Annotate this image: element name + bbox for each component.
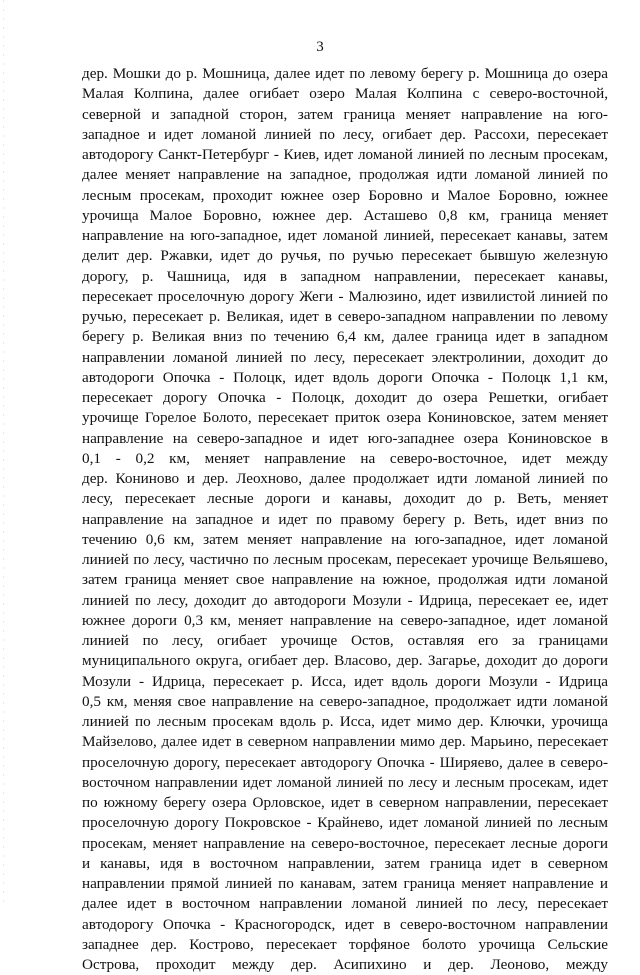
text-line: направлении ломаной линией по лесу, пересекает электролинии, доходит до <box>82 348 608 366</box>
text-line: пересекает дорогу Опочка - Полоцк, доходит до озера Решетки, огибает <box>82 389 608 406</box>
text-line: просекам, меняет направление на северо-восточное, пересекает лесные дороги <box>82 834 608 852</box>
text-line: урочище Горелое Болото, пересекает приток озера Кониновское, затем меняет <box>82 409 608 427</box>
text-line: делит дер. Ржавки, идет до ручья, по ручью пересекает бывшую железную <box>82 247 608 265</box>
text-line: линией по лесу, частично по лесным просекам, пересекает урочище Вельяшево, <box>82 551 608 568</box>
text-line: Мозули - Идрица, пересекает р. Исса, идет вдоль дороги Мозули - Идрица <box>82 672 608 690</box>
text-line: по южному берегу озера Орловское, идет в северном направлении, пересекает <box>82 794 608 811</box>
text-line: муниципального округа, огибает дер. Власово, дер. Загарье, доходит до дороги <box>82 652 608 670</box>
text-line: дер. Мошки до р. Мошница, далее идет по левому берегу р. Мошница до озера <box>82 65 608 82</box>
text-line: ручью, пересекает р. Великая, идет в северо-западном направлении по левому <box>82 308 608 325</box>
text-line: линией по лесу, доходит до автодороги Мозули - Идрица, пересекает ее, идет <box>82 591 608 609</box>
text-line: берегу р. Великая вниз по течению 6,4 км, далее граница идет в западном <box>82 328 608 346</box>
text-line: восточном направлении идет ломаной линией по лесу и лесным просекам, идет <box>82 773 608 791</box>
text-line: линией по лесным просекам вдоль р. Исса, идет мимо дер. Ключки, урочища <box>82 713 608 730</box>
text-line: урочища Малое Боровно, южнее дер. Асташево 0,8 км, граница меняет <box>82 206 608 224</box>
text-line: проселочную дорогу Покровское - Крайнево, идет ломаной линией по лесным <box>82 814 608 832</box>
text-line: западнее дер. Кострово, пересекает торфяное болото урочища Сельские <box>82 935 608 953</box>
text-line: направление на северо-западное и идет юго-западнее озера Кониновское в <box>82 429 608 447</box>
text-line: направлении прямой линией по канавам, затем граница меняет направление и <box>82 875 608 892</box>
text-line: 0,5 км, меняя свое направление на северо-западное, продолжает идти ломаной <box>82 692 608 710</box>
scan-edge-mark <box>3 0 4 905</box>
text-line: линией по лесу, огибает урочище Остов, оставляя его за границами <box>82 632 608 649</box>
text-line: течению 0,6 км, затем меняет направление на юго-западное, идет ломаной <box>82 530 608 548</box>
text-line: и канавы, идя в восточном направлении, затем граница идет в северном <box>82 854 608 872</box>
text-line: Майзелово, далее идет в северном направлении мимо дер. Марьино, пересекает <box>82 733 608 751</box>
text-line: западное и идет ломаной линией по лесу, огибает дер. Рассохи, пересекает <box>82 125 608 143</box>
text-line: автодорогу Санкт-Петербург - Киев, идет ломаной линией по лесным просекам, <box>82 146 608 163</box>
text-line: далее идет в восточном направлении ломаной линией по лесу, пересекает <box>82 895 608 913</box>
text-line: Острова, проходит между дер. Асипихино и дер. Леоново, между <box>82 956 608 973</box>
text-line: дер. Кониново и дер. Леохново, далее продолжает идти ломаной линией по <box>82 470 608 487</box>
text-line: направление на западное и идет по правому берегу р. Веть, идет вниз по <box>82 510 608 528</box>
text-line: южнее дороги 0,3 км, меняет направление на северо-западное, идет ломаной <box>82 611 608 629</box>
text-line: затем граница меняет свое направление на южное, продолжая идти ломаной <box>82 571 608 589</box>
body-paragraph <box>82 64 608 975</box>
text-line: автодороги Опочка - Полоцк, идет вдоль дороги Опочка - Полоцк 1,1 км, <box>82 368 608 386</box>
text-line: северной и западной сторон, затем граница меняет направление на юго- <box>82 105 608 123</box>
text-line: направление на юго-западное, идет ломаной линией, пересекает канавы, затем <box>82 227 608 244</box>
text-line: автодорогу Опочка - Красногородск, идет в северо-восточном направлении <box>82 915 608 933</box>
text-line: Малая Колпина, далее огибает озеро Малая Колпина с северо-восточной, <box>82 85 608 103</box>
page-number: 3 <box>316 39 324 55</box>
text-line: лесу, пересекает лесные дороги и канавы, доходит до р. Веть, меняет <box>82 490 608 508</box>
text-line: пересекает проселочную дорогу Жеги - Малюзино, идет извилистой линией по <box>82 287 608 305</box>
text-line: лесным просекам, проходит южнее озер Боровно и Малое Боровно, южнее <box>82 186 608 204</box>
text-line: проселочную дорогу, пересекает автодорогу Опочка - Ширяево, далее в северо- <box>82 753 608 771</box>
text-line: 0,1 - 0,2 км, меняет направление на северо-восточное, идет между <box>82 449 608 467</box>
text-line: дорогу, р. Чашница, идя в западном направлении, пересекает канавы, <box>82 267 608 285</box>
text-line: далее меняет направление на западное, продолжая идти ломаной линией по <box>82 166 608 184</box>
